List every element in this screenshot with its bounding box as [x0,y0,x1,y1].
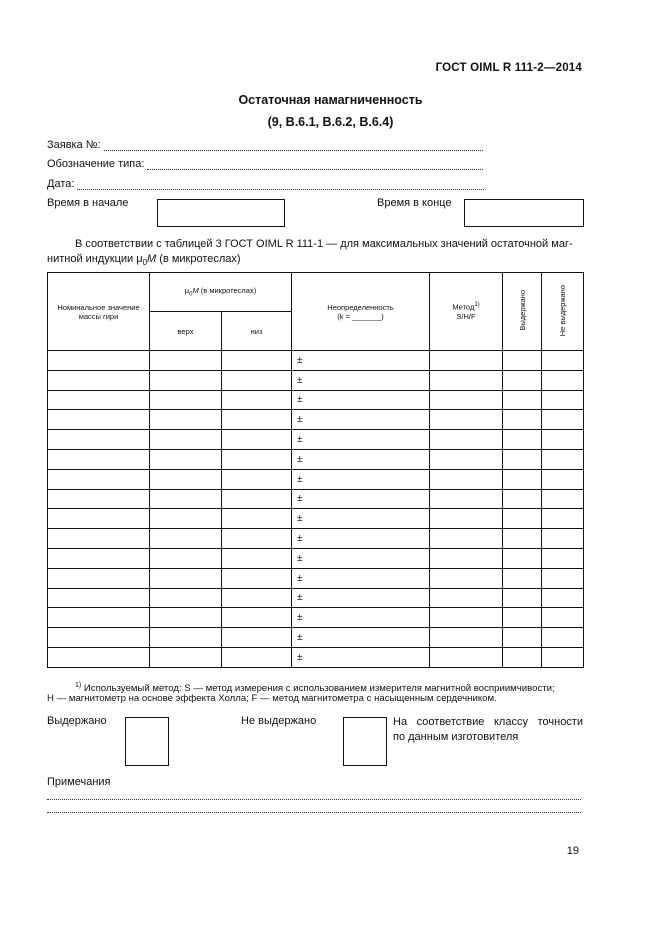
header-m-symbol: M [192,286,199,296]
table-cell[interactable] [503,608,542,628]
table-row [48,410,584,430]
header-uncertainty-text: Неопределенность [327,302,394,312]
table-row [48,351,584,371]
uncertainty-cell[interactable]: ± [292,588,430,608]
page-title: Остаточная намагниченность [238,93,423,107]
footnote-line2: H — магнитометр на основе эффекта Холла; F — метод магнитометра с насыщенным сердечником. [47,693,497,704]
uncertainty-cell[interactable]: ± [292,529,430,549]
table-cell[interactable] [48,449,150,469]
mu-symbol: μ [136,253,143,265]
table-row [48,548,584,568]
header-passed [503,273,542,351]
table-cell[interactable] [222,390,292,410]
table-cell[interactable] [503,489,542,509]
table-row [48,489,584,509]
uncertainty-cell[interactable]: ± [292,410,430,430]
table-cell[interactable] [150,568,222,588]
uncertainty-cell[interactable]: ± [292,489,430,509]
header-mu-m [150,273,292,312]
table-cell[interactable] [222,647,292,667]
table-cell[interactable] [430,568,503,588]
type-designation-dotted-line[interactable] [147,160,483,170]
table-cell[interactable] [503,628,542,648]
uncertainty-cell[interactable]: ± [292,548,430,568]
table-cell[interactable] [48,647,150,667]
table-cell[interactable] [503,509,542,529]
table-cell[interactable] [48,568,150,588]
table-cell[interactable] [430,449,503,469]
notes-dotted-line-2[interactable] [47,812,581,813]
type-designation-label: Обозначение типа: [47,158,145,170]
table-cell[interactable] [222,628,292,648]
table-cell[interactable] [430,489,503,509]
table-cell[interactable] [48,370,150,390]
conformity-line2: по данным изготовителя [393,731,519,743]
table-cell[interactable] [503,410,542,430]
table-cell[interactable] [542,628,584,648]
date-dotted-line[interactable] [77,180,484,190]
m-symbol: M [147,253,157,265]
table-cell[interactable] [503,568,542,588]
table-cell[interactable] [222,548,292,568]
table-cell[interactable] [48,548,150,568]
table-cell[interactable] [542,489,584,509]
table-cell[interactable] [222,608,292,628]
table-cell[interactable] [150,449,222,469]
table-cell[interactable] [542,568,584,588]
uncertainty-cell[interactable]: ± [292,568,430,588]
table-cell[interactable] [503,430,542,450]
table-row [48,469,584,489]
table-cell[interactable] [150,548,222,568]
table-cell[interactable] [503,351,542,371]
uncertainty-cell[interactable]: ± [292,469,430,489]
table-cell[interactable] [48,430,150,450]
uncertainty-cell[interactable]: ± [292,351,430,371]
table-cell[interactable] [430,430,503,450]
uncertainty-cell[interactable]: ± [292,647,430,667]
application-field [47,139,483,151]
table-cell[interactable] [150,410,222,430]
uncertainty-cell[interactable]: ± [292,370,430,390]
passed-checkbox[interactable] [125,717,169,766]
table-cell[interactable] [542,608,584,628]
table-cell[interactable] [430,351,503,371]
header-uncertainty [292,273,430,351]
table-cell[interactable] [150,647,222,667]
table-cell[interactable] [503,370,542,390]
table-cell[interactable] [430,529,503,549]
table-cell[interactable] [430,469,503,489]
table-cell[interactable] [150,469,222,489]
table-cell[interactable] [430,647,503,667]
table-body [48,351,584,668]
table-cell[interactable] [542,410,584,430]
table-cell[interactable] [542,449,584,469]
table-cell[interactable] [430,390,503,410]
notes-label: Примечания [47,776,111,788]
conformity-label [393,715,583,745]
table-cell[interactable] [48,469,150,489]
table-row [48,628,584,648]
intro-paragraph-line2 [47,251,583,271]
page-number: 19 [566,845,579,857]
header-mu-units: (в микротеслах) [198,286,257,296]
time-start-box[interactable] [157,199,285,227]
table-cell[interactable] [150,628,222,648]
table-cell[interactable] [150,509,222,529]
table-cell[interactable] [503,390,542,410]
table-cell[interactable] [48,529,150,549]
uncertainty-cell[interactable]: ± [292,390,430,410]
table-cell[interactable] [222,489,292,509]
table-row [48,608,584,628]
type-designation-field [47,158,483,170]
table-row [48,509,584,529]
uncertainty-cell[interactable]: ± [292,449,430,469]
table-cell[interactable] [48,608,150,628]
table-cell[interactable] [542,548,584,568]
table-row [48,529,584,549]
mu-subscript: 0 [142,258,148,268]
table-cell[interactable] [430,588,503,608]
table-row [48,430,584,450]
header-nominal-text: Номинальное значение массы гири [57,302,140,321]
table-cell[interactable] [503,548,542,568]
uncertainty-cell[interactable]: ± [292,608,430,628]
table-cell[interactable] [430,410,503,430]
header-failed-text: Не выдержано [558,284,567,337]
table-cell[interactable] [542,390,584,410]
table-row [48,370,584,390]
header-nominal-value [48,273,150,351]
header-passed-text: Выдержано [517,290,527,331]
table-cell[interactable] [222,449,292,469]
header-lower: низ [222,312,292,351]
standard-number: ГОСТ OIML R 111-2—2014 [435,62,582,74]
intro-units: (в микротеслах) [156,253,241,265]
uncertainty-cell[interactable]: ± [292,509,430,529]
table-cell[interactable] [222,469,292,489]
table-cell[interactable] [48,410,150,430]
header-method [430,273,503,351]
table-cell[interactable] [222,410,292,430]
passed-label: Выдержано [47,715,107,727]
table-cell[interactable] [503,469,542,489]
table-cell[interactable] [48,351,150,371]
table-cell[interactable] [48,390,150,410]
table-cell[interactable] [222,509,292,529]
uncertainty-cell[interactable]: ± [292,628,430,648]
magnetization-table [47,272,584,668]
table-cell[interactable] [48,509,150,529]
table-cell[interactable] [222,588,292,608]
table-cell[interactable] [430,509,503,529]
header-method-text: Метод [452,302,475,312]
intro-paragraph-line1: В соответствии с таблицей 3 ГОСТ OIML R 111-1 — для максимальных значений остаточной маг- [75,238,573,250]
header-mu-symbol: μ [184,286,190,296]
notes-dotted-line-1[interactable] [47,799,581,800]
table-cell[interactable] [150,370,222,390]
table-cell[interactable] [503,529,542,549]
table-row [48,647,584,667]
table-cell[interactable] [222,351,292,371]
time-start-label: Время в начале [47,197,129,209]
intro-text: нитной индукции [47,253,137,265]
table-cell[interactable] [542,430,584,450]
header-mu-subscript: 0 [189,291,193,298]
table-cell[interactable] [222,529,292,549]
table-cell[interactable] [222,430,292,450]
table-cell[interactable] [48,489,150,509]
date-label: Дата: [47,178,75,190]
header-method-footnote-ref: 1) [474,302,480,309]
table-cell[interactable] [430,548,503,568]
table-cell[interactable] [222,568,292,588]
application-label: Заявка №: [47,139,101,151]
table-cell[interactable] [542,370,584,390]
header-upper: верх [150,312,222,351]
table-cell[interactable] [503,647,542,667]
time-end-label: Время в конце [377,197,452,209]
table-cell[interactable] [48,588,150,608]
time-end-box[interactable] [464,199,584,227]
application-dotted-line[interactable] [104,141,483,151]
table-row [48,568,584,588]
table-cell[interactable] [150,351,222,371]
failed-label: Не выдержано [241,715,317,727]
header-failed [542,273,584,351]
table-row [48,390,584,410]
uncertainty-cell[interactable]: ± [292,430,430,450]
table-cell[interactable] [542,469,584,489]
table-cell[interactable] [503,588,542,608]
conformity-line1: На соответствие классу точности [393,716,583,728]
table-cell[interactable] [150,489,222,509]
table-cell[interactable] [150,390,222,410]
table-row [48,588,584,608]
table-cell[interactable] [150,430,222,450]
table-cell[interactable] [430,608,503,628]
header-method-values: S/H/F [456,311,476,321]
footnote-marker: 1) [75,682,82,689]
table-cell[interactable] [430,370,503,390]
table-cell[interactable] [150,529,222,549]
page-subtitle: (9, B.6.1, B.6.2, B.6.4) [267,115,394,129]
table-cell[interactable] [222,370,292,390]
table-cell[interactable] [542,529,584,549]
table-cell[interactable] [48,628,150,648]
table-cell[interactable] [542,647,584,667]
table-cell[interactable] [542,509,584,529]
table-cell[interactable] [503,449,542,469]
table-row [48,449,584,469]
header-k-factor: (k = _______) [337,311,384,321]
table-cell[interactable] [542,588,584,608]
table-cell[interactable] [542,351,584,371]
table-cell[interactable] [150,608,222,628]
footnote-text1: Используемый метод: S — метод измерения с использованием измерителя магнитной восприимчивости; [83,683,555,695]
table-cell[interactable] [150,588,222,608]
date-field [47,178,484,190]
failed-checkbox[interactable] [343,717,387,766]
table-cell[interactable] [430,628,503,648]
